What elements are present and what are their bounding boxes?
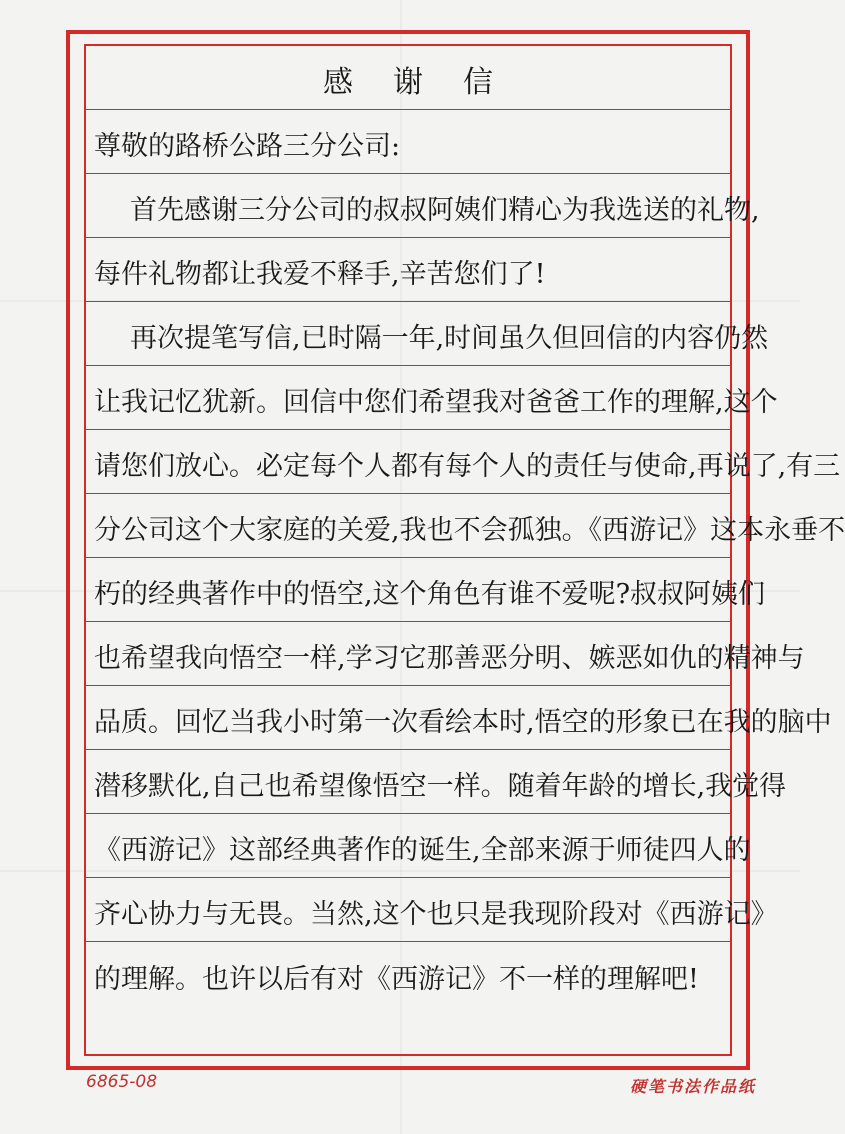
title-row (86, 46, 730, 110)
letter-title: 感谢信 (323, 65, 533, 100)
letter-line-row (86, 686, 832, 750)
letter-line-row (86, 494, 845, 558)
paper-label: 硬笔书法作品纸 (629, 1077, 756, 1096)
letter-line-row (86, 750, 787, 814)
letter-line: 潜移默化,自己也希望像悟空一样。随着年龄的增长,我觉得 (94, 771, 787, 802)
letter-line: 每件礼物都让我爱不释手,辛苦您们了! (94, 259, 546, 290)
letter-line-row (86, 558, 766, 622)
letter-line-row (86, 302, 769, 366)
letter-line-row (86, 430, 841, 494)
greeting-row (86, 110, 730, 174)
letter-line: 朽的经典著作中的悟空,这个角色有谁不爱呢?叔叔阿姨们 (94, 579, 766, 610)
letter-line: 分公司这个大家庭的关爱,我也不会孤独。《西游记》这本永垂不 (94, 515, 845, 546)
letter-line-row (86, 814, 751, 878)
letter-line-row (86, 238, 730, 302)
letter-line-row (86, 622, 805, 686)
letter-line: 请您们放心。必定每个人都有每个人的责任与使命,再说了,有三 (94, 451, 841, 482)
letter-line: 首先感谢三分公司的叔叔阿姨们精心为我选送的礼物, (130, 195, 760, 226)
letter-line: 再次提笔写信,已时隔一年,时间虽久但回信的内容仍然 (130, 323, 769, 354)
letter-line: 也希望我向悟空一样,学习它那善恶分明、嫉恶如仇的精神与 (94, 643, 805, 674)
letter-line-row (86, 942, 730, 1006)
letter-line: 齐心协力与无畏。当然,这个也只是我现阶段对《西游记》 (94, 899, 778, 930)
letter-line-row (86, 366, 778, 430)
letter-line: 品质。回忆当我小时第一次看绘本时,悟空的形象已在我的脑中 (94, 707, 832, 738)
letter-line-row (86, 878, 778, 942)
letter-greeting: 尊敬的路桥公路三分公司: (94, 131, 401, 162)
letter-line: 的理解。也许以后有对《西游记》不一样的理解吧! (94, 964, 699, 995)
letter-line: 《西游记》这部经典著作的诞生,全部来源于师徒四人的 (94, 835, 751, 866)
letter-line-row (86, 174, 760, 238)
paper-code: 6865-08 (86, 1072, 158, 1092)
ruled-grid (84, 44, 845, 1056)
calligraphy-sheet (66, 30, 845, 1070)
letter-line: 让我记忆犹新。回信中您们希望我对爸爸工作的理解,这个 (94, 387, 778, 418)
